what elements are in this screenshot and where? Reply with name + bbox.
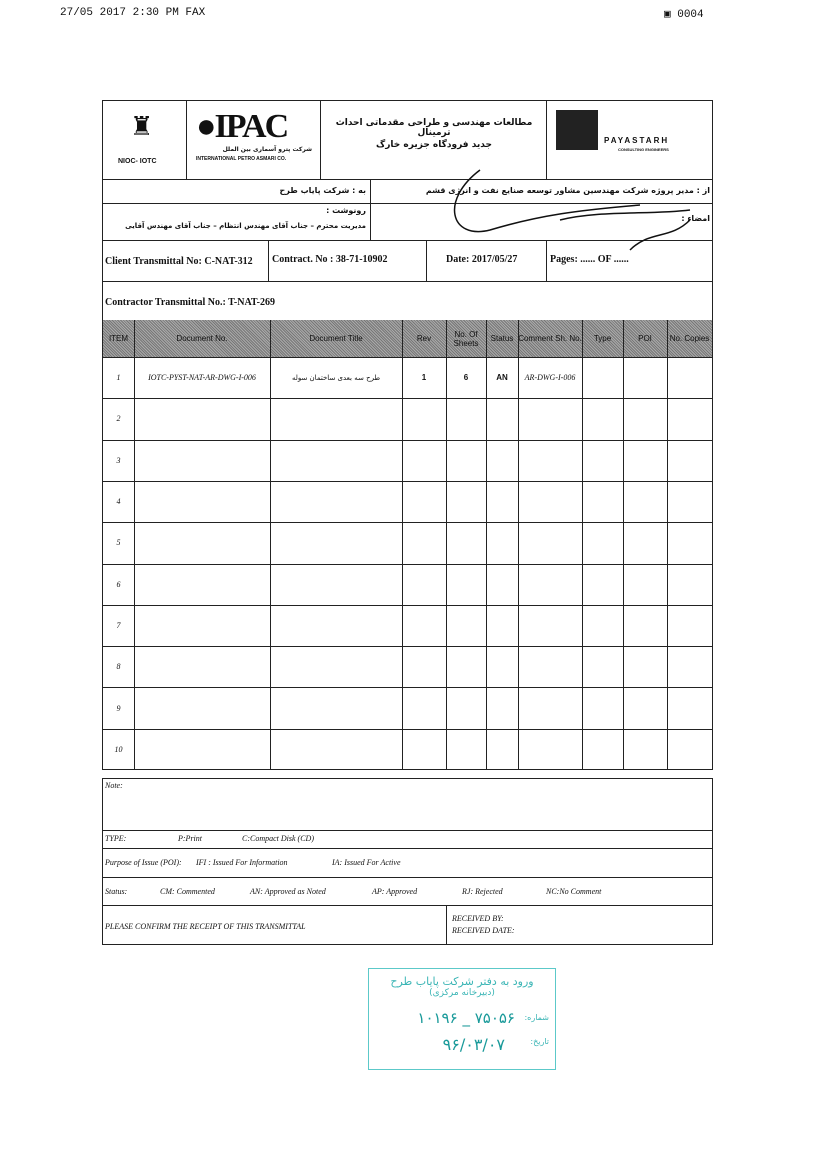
column-header: Comment Sh. No. <box>518 320 582 357</box>
footer-box <box>102 778 713 945</box>
note-label: Note: <box>105 781 123 790</box>
nioc-logo-icon: ♜ <box>130 112 154 141</box>
fax-page-num: 0004 <box>677 9 704 21</box>
status-nc: NC:No Comment <box>546 887 602 896</box>
client-transmittal: Client Transmittal No: C-NAT-312 <box>105 256 253 267</box>
payastarh-sub: CONSULTING ENGINEERS <box>618 147 669 152</box>
stamp-number: ۱۰۱۹۶ _ ۷۵۰۵۶ <box>417 1009 515 1027</box>
contractor-transmittal: Contractor Transmittal No.: T-NAT-269 <box>105 297 275 308</box>
stamp-date-label: تاریخ: <box>530 1037 549 1046</box>
project-title-1: مطالعات مهندسی و طراحی مقدماتی احداث ترمینال <box>335 118 533 138</box>
cell-item: 7 <box>116 620 121 630</box>
stamp-line2: (دبیرخانه مرکزی) <box>429 988 495 998</box>
poi-ifi: IFI : Issued For Information <box>196 858 288 867</box>
cell-item: 4 <box>116 497 121 507</box>
to-field: به : شرکت پایاب طرح <box>279 186 366 195</box>
cell-title: طرح سه بعدی ساختمان سوله <box>291 373 381 382</box>
cell-item: 9 <box>116 703 121 713</box>
stamp-date: ۹۶/۰۳/۰۷ <box>442 1035 505 1054</box>
cell-status: AN <box>496 373 508 383</box>
fax-page-number <box>664 7 704 21</box>
cell-item: 6 <box>116 579 121 589</box>
column-header: No. Of Sheets <box>446 320 486 357</box>
drop-icon: ● <box>196 108 215 145</box>
status-label: Status: <box>105 887 128 896</box>
column-header: Document No. <box>134 320 270 357</box>
cell-item: 5 <box>116 538 121 548</box>
project-title-2: جدید فرودگاه جزیره خارگ <box>376 140 492 150</box>
from-field: از : مدیر پروژه شرکت مهندسین مشاور توسعه صنایع نفت و انرژی قشم <box>425 186 710 195</box>
cell-doc_no: IOTC-PYST-NAT-AR-DWG-I-006 <box>148 373 256 383</box>
confirm-text: PLEASE CONFIRM THE RECEIPT OF THIS TRANSMITTAL <box>105 922 306 931</box>
ipac-logo: ●IPAC <box>196 108 288 145</box>
cell-rev: 1 <box>421 373 427 383</box>
column-header: POI <box>623 320 667 357</box>
pages: Pages: ...... OF ...... <box>550 254 629 265</box>
contract-no: Contract. No : 38-71-10902 <box>272 254 388 265</box>
payastarh-logo-icon <box>556 110 598 150</box>
poi-ia: IA: Issued For Active <box>332 858 401 867</box>
cc-label: رونوشت : <box>326 206 366 215</box>
date: Date: 2017/05/27 <box>446 254 518 265</box>
fax-icon: ▣ <box>664 9 678 21</box>
cell-item: 8 <box>116 662 121 672</box>
ipac-en: INTERNATIONAL PETRO ASMARI CO. <box>196 156 287 162</box>
status-ap: AP: Approved <box>372 887 418 896</box>
received-by: RECEIVED BY: <box>452 914 504 923</box>
column-header: Status <box>486 320 518 357</box>
cell-item: 1 <box>116 373 121 383</box>
received-date: RECEIVED DATE: <box>452 926 515 935</box>
column-header: ITEM <box>103 320 134 357</box>
type-label: TYPE: <box>105 834 127 843</box>
status-rj: RJ: Rejected <box>462 887 503 896</box>
status-an: AN: Approved as Noted <box>250 887 326 896</box>
stamp-line1: ورود به دفتر شرکت پایاب طرح <box>390 975 534 988</box>
column-header: No. Copies <box>667 320 712 357</box>
signature-icon <box>420 160 710 260</box>
status-cm: CM: Commented <box>160 887 215 896</box>
column-header: Document Title <box>270 320 402 357</box>
type-print: P:Print <box>178 834 202 843</box>
stamp-number-label: شماره: <box>524 1013 549 1022</box>
cell-item: 10 <box>114 744 123 754</box>
poi-label: Purpose of Issue (POI): <box>105 858 182 867</box>
cell-sheets: 6 <box>463 373 469 383</box>
nioc-label: NIOC- IOTC <box>118 158 157 165</box>
column-header: Type <box>582 320 623 357</box>
fax-timestamp: 27/05 2017 2:30 PM FAX <box>60 7 206 19</box>
receipt-stamp <box>368 968 556 1070</box>
cell-item: 2 <box>116 414 121 424</box>
type-cd: C:Compact Disk (CD) <box>242 834 314 843</box>
payastarh-name: PAYASTARH <box>604 136 670 145</box>
signature-label: امضاء : <box>681 214 710 223</box>
cc-text: مدیریت محترم – جناب آقای مهندس انتظام – جناب آقای مهندس آقایی <box>125 222 366 230</box>
cell-item: 3 <box>116 455 121 465</box>
column-header: Rev <box>402 320 446 357</box>
cell-comment: AR-DWG-I-006 <box>524 373 576 383</box>
ipac-fa: شرکت پترو آسماری بین الملل <box>222 146 312 153</box>
